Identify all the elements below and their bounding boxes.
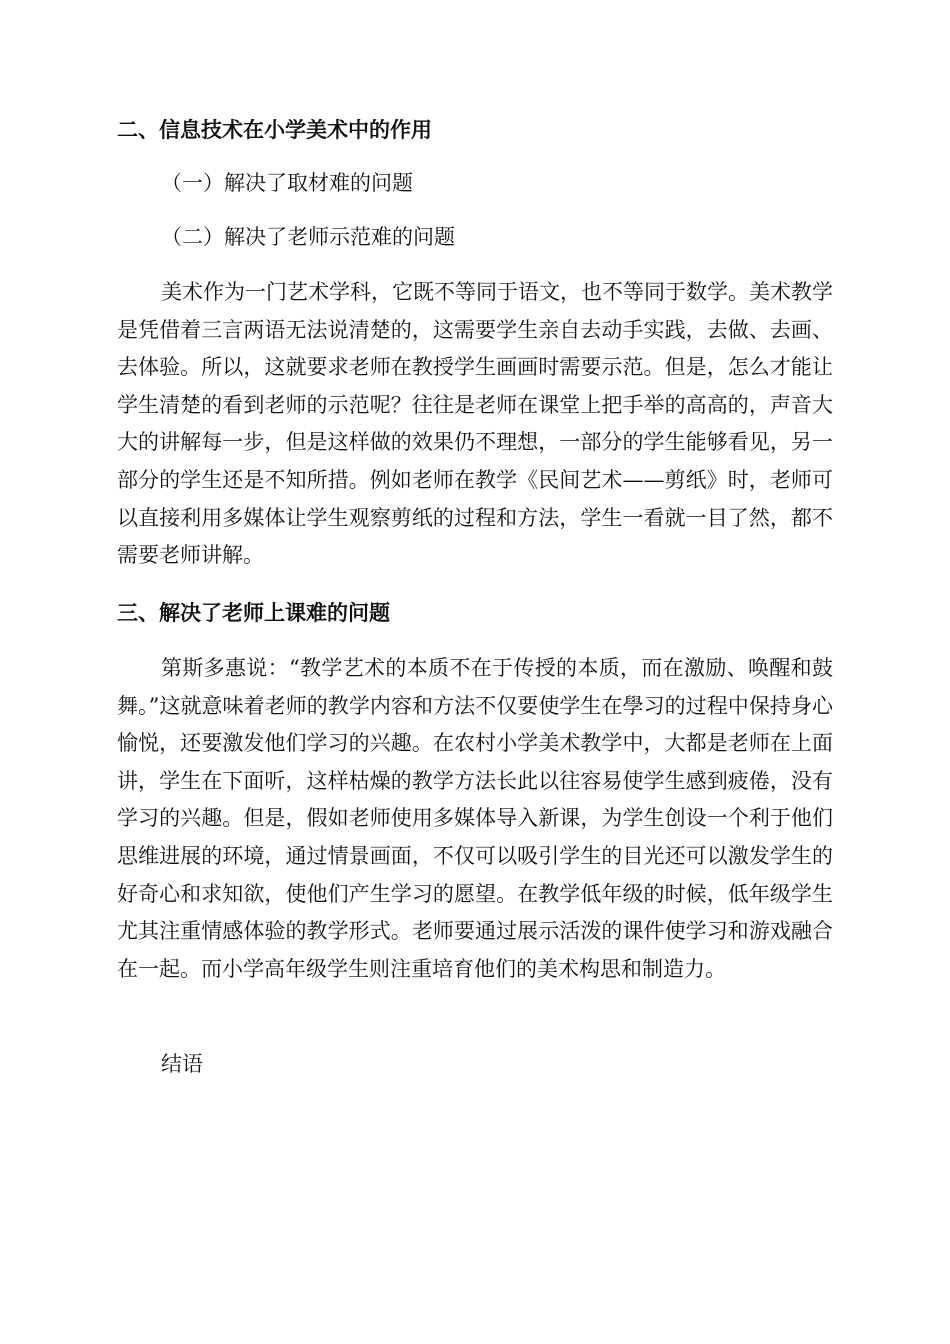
conclusion-heading: 结语 [161, 1052, 203, 1076]
body-paragraph-2: 第斯多惠说：“教学艺术的本质不在于传授的本质，而在激励、唤醒和鼓舞。”这就意味着老师的教学内容和方法不仅要使学生在學习的过程中保持身心愉悦，还要激发他们学习的兴趣。在农村小学美术教学中，大都是老师在上面讲，学生在下面听，这样枯燥的教学方法长此以往容易使学生感到疲倦，没有学习的兴趣。但是，假如老师使用多媒体导入新课，为学生创设一个利于他们思维进展的环境，通过情景画面，不仅可以吸引学生的目光还可以激发学生的好奇心和求知欲，使他们产生学习的愿望。在教学低年级的时候，低年级学生尤其注重情感体验的教学形式。老师要通过展示活泼的课件使学习和游戏融合在一起。而小学高年级学生则注重培育他们的美术构思和制造力。 [117, 656, 833, 981]
section-heading-3: 三、解决了老师上课难的问题 [117, 600, 390, 625]
section-heading-2: 二、信息技术在小学美术中的作用 [117, 117, 432, 142]
body-paragraph-1: 美术作为一门艺术学科，它既不等同于语文，也不等同于数学。美术教学是凭借着三言两语无法说清楚的，这需要学生亲自去动手实践，去做、去画、去体验。所以，这就要求老师在教授学生画画时需要示范。但是，怎么才能让学生清楚的看到老师的示范呢？往往是老师在课堂上把手举的高高的，声音大大的讲解每一步，但是这样做的效果仍不理想，一部分的学生能够看见，另一部分的学生还是不知所措。例如老师在教学《民间艺术——剪纸》时，老师可以直接利用多媒体让学生观察剪纸的过程和方法，学生一看就一目了然，都不需要老师讲解。 [117, 280, 833, 568]
subsection-heading-1: （一）解决了取材难的问题 [161, 171, 413, 195]
subsection-heading-2: （二）解决了老师示范难的问题 [161, 225, 455, 249]
